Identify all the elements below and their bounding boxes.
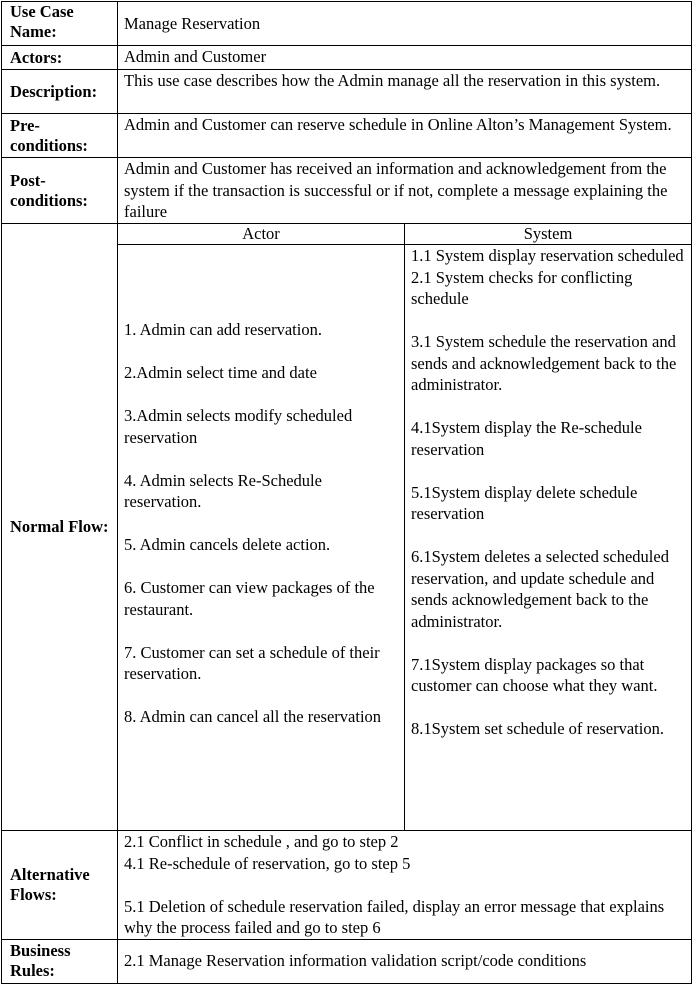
actor-step: 1. Admin can add reservation. xyxy=(124,320,322,339)
actor-steps-cell xyxy=(118,245,405,831)
actor-column-header: Actor xyxy=(118,224,405,245)
system-column-header: System xyxy=(405,224,692,245)
actor-step: 8. Admin can cancel all the reservation xyxy=(124,707,382,726)
alternative-flow-item: 5.1 Deletion of schedule reservation failed, display an error message that explains why the process failed and go to step 6 xyxy=(124,896,665,937)
row-postconditions xyxy=(2,158,692,224)
postconditions-value: Admin and Customer has received an information and acknowledgement from the system if the transaction is successful or if not, complete a message explaining the failure xyxy=(118,158,692,224)
row-business-rules xyxy=(2,939,692,983)
actor-step: 6. Customer can view packages of the restaurant. xyxy=(124,578,375,619)
system-steps-cell xyxy=(405,245,692,831)
actor-step: 2.Admin select time and date xyxy=(124,363,317,382)
use-case-name-value: Manage Reservation xyxy=(118,2,692,46)
label-preconditions: Pre-conditions: xyxy=(2,114,118,158)
alternative-flow-item: 2.1 Conflict in schedule , and go to step 2 xyxy=(124,832,399,851)
row-alternative-flows xyxy=(2,831,692,940)
label-normal-flow: Normal Flow: xyxy=(2,224,118,831)
system-step: 4.1System display the Re-schedule reservation xyxy=(411,418,642,459)
use-case-table xyxy=(1,1,692,984)
system-step: 1.1 System display reservation scheduled xyxy=(411,246,684,265)
actor-step: 5. Admin cancels delete action. xyxy=(124,535,331,554)
description-value: This use case describes how the Admin manage all the reservation in this system. xyxy=(118,70,692,114)
actor-step: 3.Admin selects modify scheduled reservation xyxy=(124,406,353,447)
system-step: 5.1System display delete schedule reservation xyxy=(411,482,638,523)
row-use-case-name xyxy=(2,2,692,46)
row-actors xyxy=(2,46,692,70)
actors-value: Admin and Customer xyxy=(118,46,692,70)
actor-step: 7. Customer can set a schedule of their reservation. xyxy=(124,642,380,683)
label-business-rules: Business Rules: xyxy=(2,939,118,983)
system-step: 7.1System display packages so that customer can choose what they want. xyxy=(411,654,658,695)
system-step: 6.1System deletes a selected scheduled reservation, and update schedule and sends acknowledgement back to the administrator. xyxy=(411,547,669,631)
business-rules-value: 2.1 Manage Reservation information validation script/code conditions xyxy=(118,939,692,983)
label-description: Description: xyxy=(2,70,118,114)
system-step: 2.1 System checks for conflicting schedule xyxy=(411,267,633,308)
alternative-flows-cell xyxy=(118,831,692,940)
alternative-flow-item: 4.1 Re-schedule of reservation, go to step 5 xyxy=(124,853,411,873)
actor-step: 4. Admin selects Re-Schedule reservation. xyxy=(124,470,322,511)
row-description xyxy=(2,70,692,114)
row-normal-flow-header xyxy=(2,224,692,245)
label-use-case-name: Use Case Name: xyxy=(2,2,118,46)
row-preconditions xyxy=(2,114,692,158)
label-alternative-flows: Alternative Flows: xyxy=(2,831,118,940)
system-step: 8.1System set schedule of reservation. xyxy=(411,719,664,738)
preconditions-value: Admin and Customer can reserve schedule in Online Alton’s Management System. xyxy=(118,114,692,158)
label-postconditions: Post-conditions: xyxy=(2,158,118,224)
label-actors: Actors: xyxy=(2,46,118,70)
system-step: 3.1 System schedule the reservation and sends and acknowledgement back to the administrator. xyxy=(411,332,677,394)
